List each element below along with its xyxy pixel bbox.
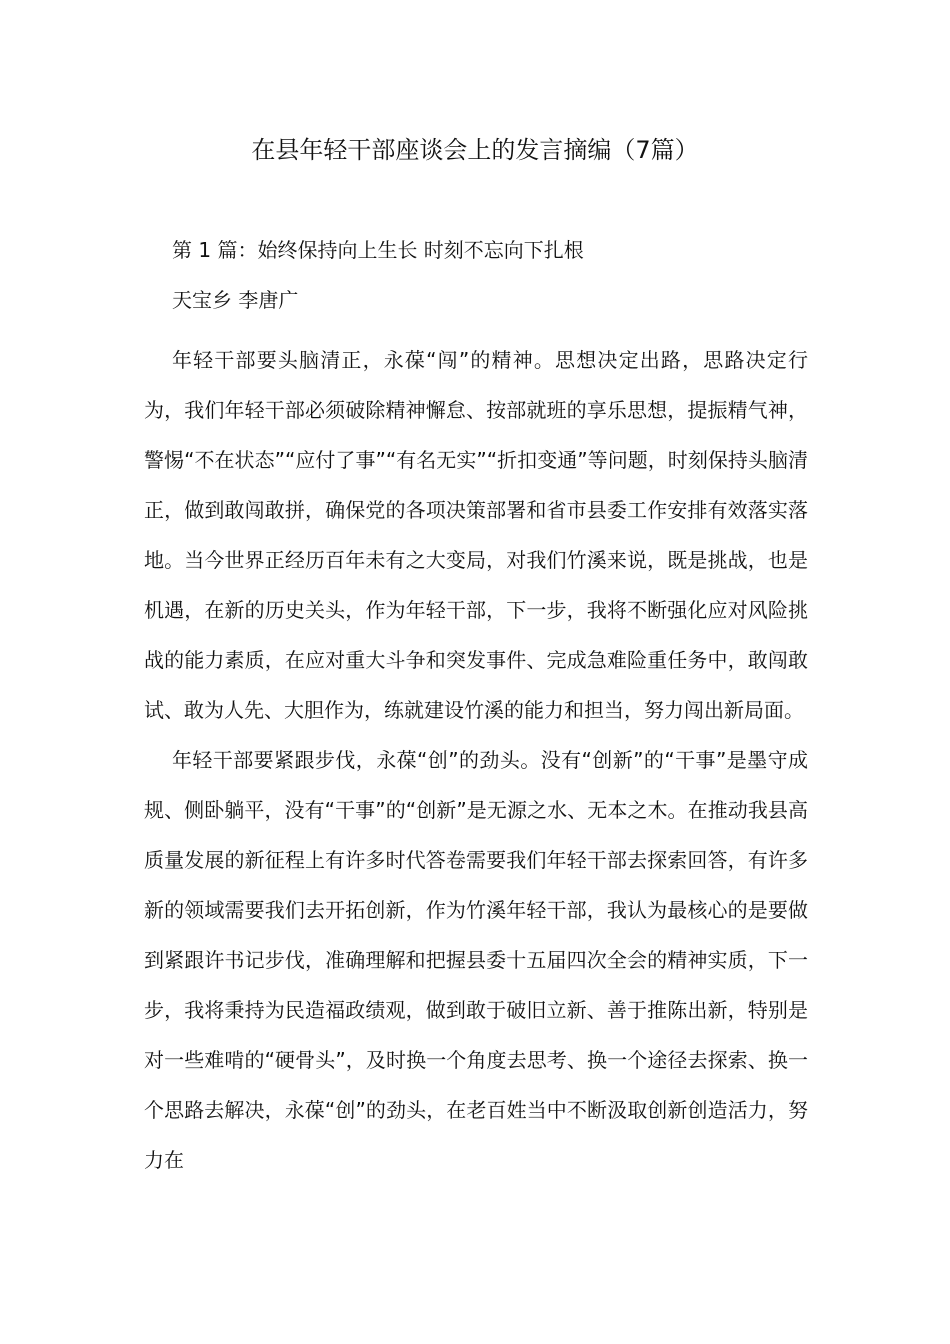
document-title: 在县年轻干部座谈会上的发言摘编（7篇） [251, 136, 699, 164]
paragraph-2: 年轻干部要紧跟步伐，永葆“创”的劲头。没有“创新”的“干事”是墨守成规、侧卧躺平，没有“干事”的“创新”是无源之水、无本之木。在推动我县高质量发展的新征程上有许多时代答卷需要我们年轻干部去探索回答，有许多新的领域需要我们去开拓创新，作为竹溪年轻干部，我认为最核心的是要做到紧跟许书记步伐，准确理解和把握县委十五届四次全会的精神实质，下一步，我将秉持为民造福政绩观，做到敢于破旧立新、善于推陈出新，特别是对一些难啃的“硬骨头”，及时换一个角度去思考、换一个途径去探索、换一个思路去解决，永葆“创”的劲头，在老百姓当中不断汲取创新创造活力，努力在 [144, 748, 808, 1172]
author-line: 天宝乡 李唐广 [172, 288, 299, 312]
body-text [144, 335, 808, 1185]
chapter-heading: 第 1 篇：始终保持向上生长 时刻不忘向下扎根 [172, 238, 584, 262]
paragraph-1: 年轻干部要头脑清正，永葆“闯”的精神。思想决定出路，思路决定行为，我们年轻干部必须破除精神懈怠、按部就班的享乐思想，提振精气神，警惕“不在状态”“应付了事”“有名无实”“折扣变通”等问题，时刻保持头脑清正，做到敢闯敢拼，确保党的各项决策部署和省市县委工作安排有效落实落地。当今世界正经历百年未有之大变局，对我们竹溪来说，既是挑战，也是机遇，在新的历史关头，作为年轻干部，下一步，我将不断强化应对风险挑战的能力素质，在应对重大斗争和突发事件、完成急难险重任务中，敢闯敢试、敢为人先、大胆作为，练就建设竹溪的能力和担当，努力闯出新局面。 [144, 348, 808, 722]
